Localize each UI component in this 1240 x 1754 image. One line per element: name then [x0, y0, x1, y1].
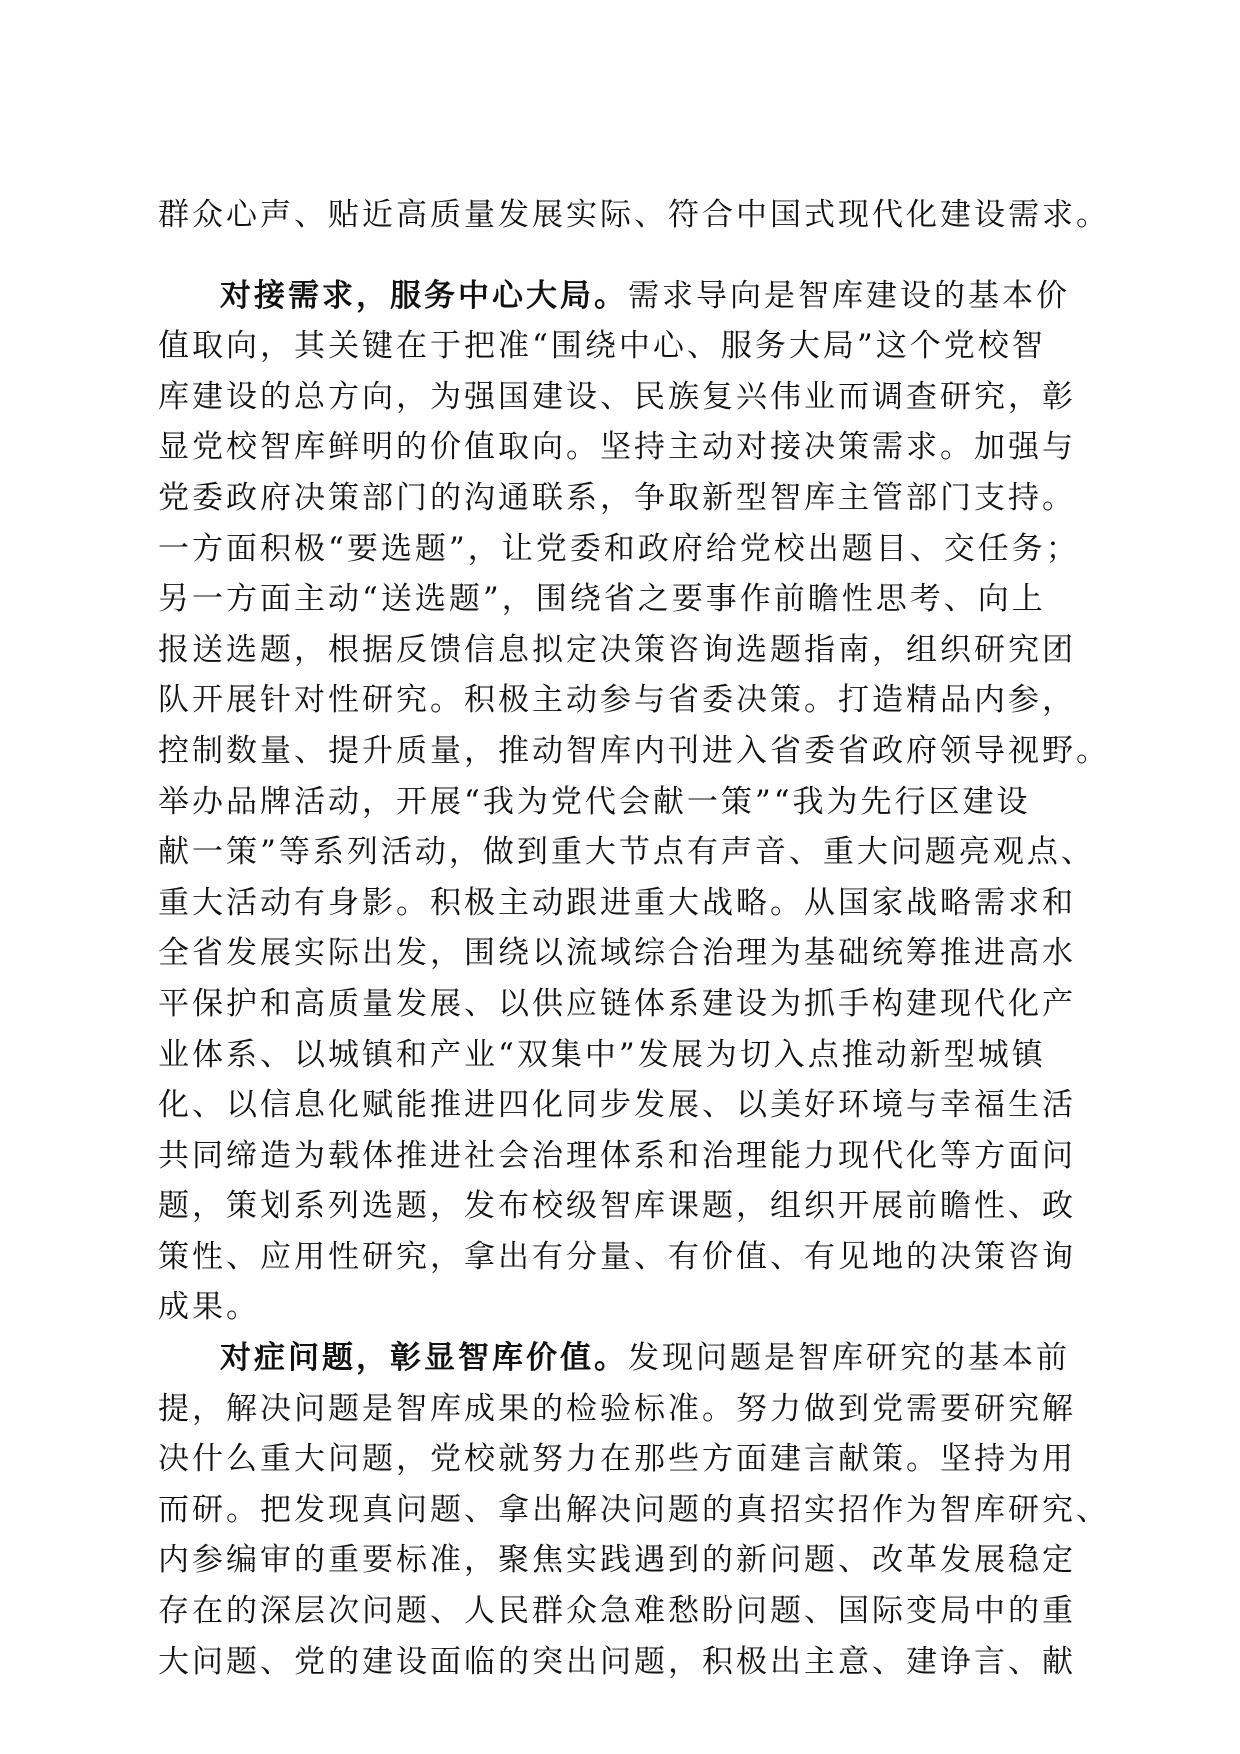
section1-line: 化、以信息化赋能推进四化同步发展、以美好环境与幸福生活 — [158, 1087, 1076, 1124]
document-body — [158, 190, 1110, 1687]
section1-first-line-text: 需求导向是智库建设的基本价 — [628, 277, 1070, 314]
section1-line: 库建设的总方向，为强国建设、民族复兴伟业而调查研究，彰 — [158, 378, 1076, 415]
section1-line: 值取向，其关键在于把准“围绕中心、服务大局”这个党校智 — [158, 328, 1046, 365]
paragraph-gap — [158, 241, 1098, 271]
section2-line: 内参编审的重要标准，聚焦实践遇到的新问题、改革发展稳定 — [158, 1542, 1076, 1579]
section1-line: 业体系、以城镇和产业“双集中”发展为切入点推动新型城镇 — [158, 1036, 1046, 1073]
intro-line: 群众心声、贴近高质量发展实际、符合中国式现代化建设需求。 — [158, 197, 1110, 233]
section2-line: 提，解决问题是智库成果的检验标准。努力做到党需要研究解 — [158, 1390, 1076, 1427]
section1-line: 全省发展实际出发，围绕以流域综合治理为基础统筹推进高水 — [158, 935, 1076, 972]
section1-line: 题，策划系列选题，发布校级智库课题，组织开展前瞻性、政 — [158, 1188, 1076, 1225]
section1-line: 一方面积极“要选题”，让党委和政府给党校出题目、交任务； — [158, 530, 1080, 567]
section2-line: 而研。把发现真问题、拿出解决问题的真招实招作为智库研究、 — [158, 1491, 1110, 1528]
section1-line: 报送选题，根据反馈信息拟定决策咨询选题指南，组织研究团 — [158, 631, 1076, 668]
section2-first-line — [158, 1333, 1098, 1384]
section1-line: 重大活动有身影。积极主动跟进重大战略。从国家战略需求和 — [158, 884, 1076, 921]
section1-line: 控制数量、提升质量，推动智库内刊进入省委省政府领导视野。 — [158, 732, 1110, 769]
section1-line: 平保护和高质量发展、以供应链体系建设为抓手构建现代化产 — [158, 985, 1076, 1022]
section1-line: 策性、应用性研究，拿出有分量、有价值、有见地的决策咨询 — [158, 1238, 1076, 1275]
section2-line: 决什么重大问题，党校就努力在那些方面建言献策。坚持为用 — [158, 1441, 1076, 1478]
section2-line: 存在的深层次问题、人民群众急难愁盼问题、国际变局中的重 — [158, 1593, 1076, 1630]
section1-line: 队开展针对性研究。积极主动参与省委决策。打造精品内参， — [158, 682, 1076, 719]
section1-line: 另一方面主动“送选题”，围绕省之要事作前瞻性思考、向上 — [158, 581, 1046, 618]
section2-first-line-text: 发现问题是智库研究的基本前 — [628, 1340, 1070, 1377]
section2-heading: 对症问题，彰显智库价值。 — [220, 1340, 628, 1377]
section2-line: 大问题、党的建设面临的突出问题，积极出主意、建诤言、献 — [158, 1643, 1076, 1680]
section1-line: 献一策”等系列活动，做到重大节点有声音、重大问题亮观点、 — [158, 834, 1095, 871]
section1-line: 党委政府决策部门的沟通联系，争取新型智库主管部门支持。 — [158, 479, 1076, 516]
section1-first-line — [158, 271, 1098, 322]
section1-heading: 对接需求，服务中心大局。 — [220, 277, 628, 314]
section1-line: 显党校智库鲜明的价值取向。坚持主动对接决策需求。加强与 — [158, 429, 1076, 466]
section1-line: 成果。 — [158, 1289, 260, 1326]
section1-line: 共同缔造为载体推进社会治理体系和治理能力现代化等方面问 — [158, 1137, 1076, 1174]
section1-line: 举办品牌活动，开展“我为党代会献一策”“我为先行区建设 — [158, 783, 1031, 820]
